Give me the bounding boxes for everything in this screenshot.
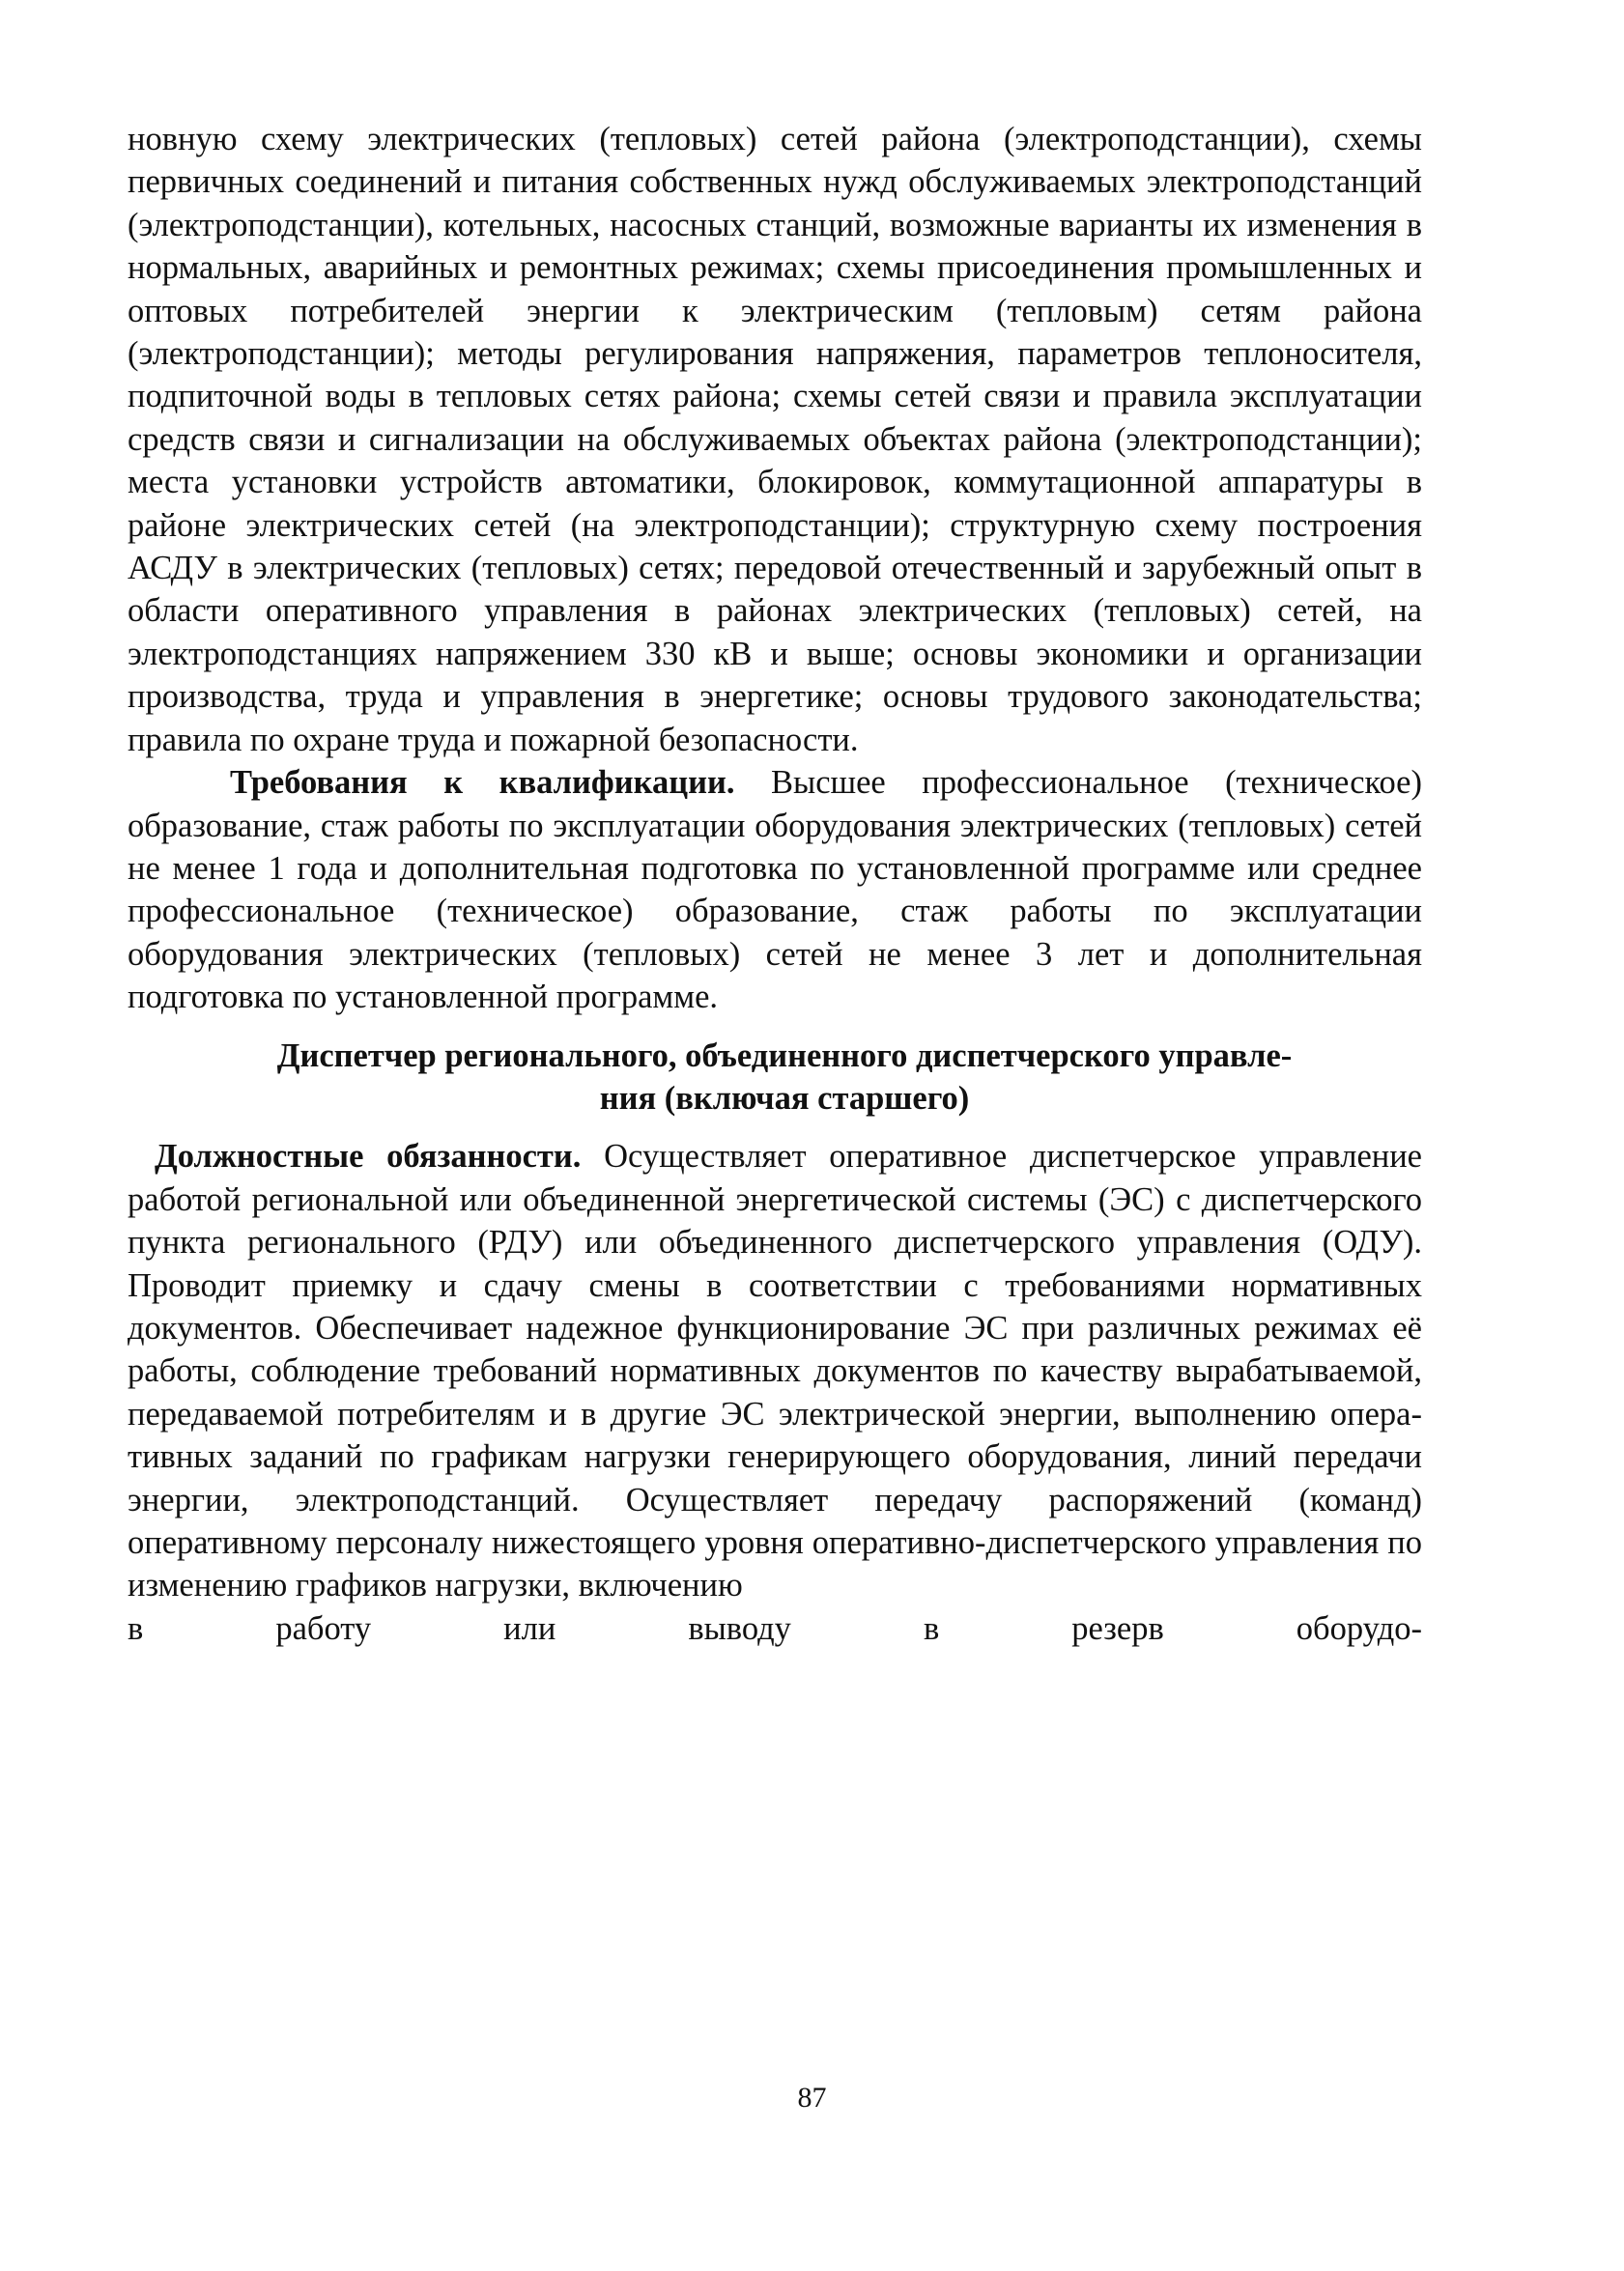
spacer	[128, 1120, 1422, 1135]
qualification-requirements-lead: Требования к квалификации.	[230, 764, 735, 802]
paragraph-job-duties	[128, 1135, 1422, 1606]
paragraph-knowledge-continued: новную схему электрических (тепловых) сетей района (электроподстанции), схемы первичных соединений и питания собственных нужд обслуживаемых электроподстанций (электроподстанции), котельных, насосных станций, возможные варианты их изменения в нормальных, аварийных и ремонтных режимах; схемы присоединения промышленных и оптовых потребителей энергии к электрическим (тепловым) сетям района (электроподстанции); методы регулирования напряжения, параметров теплоносителя, подпиточной воды в тепловых сетях района; схемы сетей связи и правила эксплуатации средств связи и сигнализации на обслуживаемых объектах района (электроподстанции); места установки устройств автоматики, блокировок, коммутационной аппаратуры в районе электрических сетей (на электроподстанции); структурную схему построения АСДУ в электрических (тепловых) сетях; передовой отечественный и зарубежный опыт в области оперативного управления в районах электрических (тепловых) сетей, на электроподстанциях напряжением 330 кВ и выше; основы экономики и организации производства, труда и управления в энергетике; основы трудового законодательства; правила по охране труда и пожарной безопасности.	[128, 121, 1422, 758]
paragraph-job-duties-last-line: в работу или выводу в резерв оборудо-	[128, 1609, 1422, 1647]
paragraph-qualification-requirements	[128, 761, 1422, 1018]
section-heading-line-2: ния (включая старшего)	[599, 1079, 970, 1117]
section-heading-dispatcher	[128, 1035, 1422, 1121]
page-number: 87	[797, 2082, 827, 2114]
spacer	[128, 1019, 1422, 1035]
job-duties-lead: Должностные обязанности.	[155, 1138, 582, 1176]
job-duties-text: Осуществляет оперативное диспетчерское управление работой региональной или объединенной энергетической системы (ЭС) с диспетчерского пункта регионального (РДУ) или объединенного диспетчерского управления (ОДУ). Проводит приемку и сдачу смены в соответствии с требованиями нормативных документов. Обеспечивает надежное функционирование ЭС при различных режимах её работы, соблюдение требований нормативных документов по качеству вырабатываемой, передаваемой потребителям и в другие ЭС электрической энергии, выполнению оперативных заданий по графикам нагрузки генерирующего оборудования, линий передачи энергии, электроподстанций. Осуществляет передачу распоряжений (команд) оперативному персоналу нижестоящего уровня оперативно-диспетчерского управления по изменению графиков нагрузки, включению	[128, 1138, 1422, 1604]
qualification-requirements-text: Высшее профессиональное (техническое) образование, стаж работы по эксплуатации оборудования электрических (тепловых) сетей не менее 1 года и дополнительная подготовка по установленной программе или среднее профессиональное (техническое) образование, стаж работы по эксплуатации оборудования электрических (тепловых) сетей не менее 3 лет и дополнительная подготовка по установленной программе.	[128, 764, 1422, 1016]
section-heading-line-1: Диспетчер регионального, объединенного диспетчерского управле-	[276, 1036, 1293, 1074]
page-body	[128, 118, 1422, 1650]
